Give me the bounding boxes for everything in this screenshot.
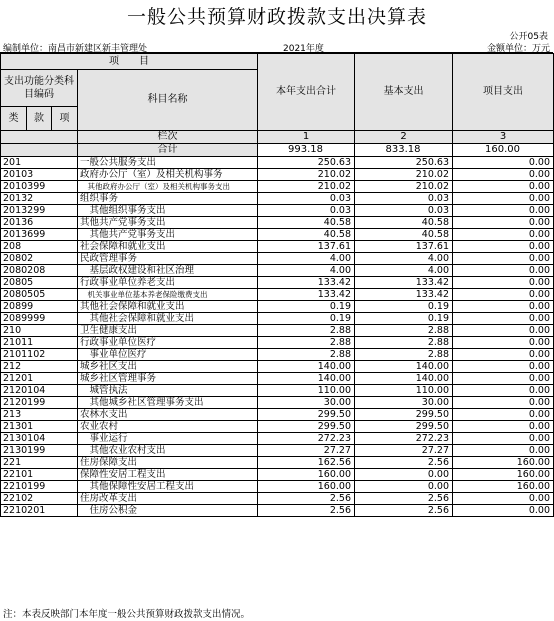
subject-name: 其他共产党事务支出 <box>78 229 258 241</box>
subject-name: 住房改革支出 <box>78 493 258 505</box>
basic-amount: 2.56 <box>355 457 453 469</box>
basic-amount: 140.00 <box>355 361 453 373</box>
function-code: 212 <box>1 361 78 373</box>
basic-amount: 0.03 <box>355 193 453 205</box>
basic-amount: 4.00 <box>355 265 453 277</box>
total-amount: 133.42 <box>258 289 355 301</box>
function-code: 2089999 <box>1 313 78 325</box>
total-amount: 2.56 <box>258 505 355 517</box>
total-amount: 272.23 <box>258 433 355 445</box>
form-number: 公开05表 <box>509 32 548 42</box>
function-code: 2130104 <box>1 433 78 445</box>
subject-name: 其他农业农村支出 <box>78 445 258 457</box>
project-amount: 0.00 <box>453 229 554 241</box>
total-amount: 0.03 <box>258 193 355 205</box>
subject-name: 一般公共服务支出 <box>78 157 258 169</box>
function-code: 21301 <box>1 421 78 433</box>
row-number-label: 栏次 <box>78 131 258 144</box>
project-amount: 0.00 <box>453 313 554 325</box>
table-row <box>1 457 554 469</box>
subject-name: 住房保障支出 <box>78 457 258 469</box>
basic-amount: 0.19 <box>355 301 453 313</box>
table-row <box>1 265 554 277</box>
lei-header: 类 <box>1 107 27 131</box>
subject-name: 基层政权建设和社区治理 <box>78 265 258 277</box>
project-amount: 0.00 <box>453 301 554 313</box>
project-amount: 0.00 <box>453 373 554 385</box>
total-amount: 40.58 <box>258 217 355 229</box>
basic-amount: 40.58 <box>355 229 453 241</box>
total-amount: 137.61 <box>258 241 355 253</box>
function-code: 2210199 <box>1 481 78 493</box>
subject-name: 其他组织事务支出 <box>78 205 258 217</box>
table-row <box>1 361 554 373</box>
basic-amount: 250.63 <box>355 157 453 169</box>
subject-name: 政府办公厅（室）及相关机构事务 <box>78 169 258 181</box>
basic-amount: 272.23 <box>355 433 453 445</box>
basic-amount: 2.88 <box>355 337 453 349</box>
function-code: 2010399 <box>1 181 78 193</box>
basic-amount: 110.00 <box>355 385 453 397</box>
table-row <box>1 397 554 409</box>
project-amount: 0.00 <box>453 493 554 505</box>
kuan-header: 款 <box>27 107 52 131</box>
project-amount: 0.00 <box>453 181 554 193</box>
function-code: 213 <box>1 409 78 421</box>
subject-name: 事业运行 <box>78 433 258 445</box>
project-amount: 160.00 <box>453 469 554 481</box>
total-amount: 2.88 <box>258 349 355 361</box>
subject-name: 组织事务 <box>78 193 258 205</box>
table-row <box>1 337 554 349</box>
table-row <box>1 325 554 337</box>
table-row <box>1 157 554 169</box>
total-amount: 2.56 <box>258 493 355 505</box>
function-code: 22101 <box>1 469 78 481</box>
basic-amount: 30.00 <box>355 397 453 409</box>
table-row <box>1 169 554 181</box>
function-code: 20136 <box>1 217 78 229</box>
project-amount: 0.00 <box>453 265 554 277</box>
basic-amount: 4.00 <box>355 253 453 265</box>
subject-name: 事业单位医疗 <box>78 349 258 361</box>
table-row <box>1 505 554 517</box>
function-code: 20899 <box>1 301 78 313</box>
table-row <box>1 373 554 385</box>
col-2-number: 2 <box>355 131 453 144</box>
project-amount: 0.00 <box>453 397 554 409</box>
project-amount: 0.00 <box>453 253 554 265</box>
project-amount: 160.00 <box>453 481 554 493</box>
total-amount: 140.00 <box>258 373 355 385</box>
grand-basic: 833.18 <box>355 144 453 157</box>
function-code: 20103 <box>1 169 78 181</box>
total-amount: 250.63 <box>258 157 355 169</box>
project-amount: 0.00 <box>453 205 554 217</box>
xiang-header: 项 <box>52 107 78 131</box>
grand-total: 993.18 <box>258 144 355 157</box>
total-amount: 299.50 <box>258 409 355 421</box>
basic-amount: 210.02 <box>355 169 453 181</box>
function-code: 21201 <box>1 373 78 385</box>
function-code: 208 <box>1 241 78 253</box>
table-row <box>1 289 554 301</box>
basic-amount: 2.56 <box>355 505 453 517</box>
subject-name: 民政管理事务 <box>78 253 258 265</box>
basic-amount: 2.88 <box>355 349 453 361</box>
basic-amount: 299.50 <box>355 421 453 433</box>
total-amount: 30.00 <box>258 397 355 409</box>
project-amount: 0.00 <box>453 409 554 421</box>
blank-header-cell <box>1 131 78 144</box>
project-amount: 0.00 <box>453 337 554 349</box>
subject-name: 农林水支出 <box>78 409 258 421</box>
function-code: 2210201 <box>1 505 78 517</box>
function-code: 2120199 <box>1 397 78 409</box>
project-amount: 0.00 <box>453 193 554 205</box>
subject-name: 其他城乡社区管理事务支出 <box>78 397 258 409</box>
basic-amount: 140.00 <box>355 373 453 385</box>
subject-name: 保障性安居工程支出 <box>78 469 258 481</box>
total-amount: 27.27 <box>258 445 355 457</box>
subject-name: 其他保障性安居工程支出 <box>78 481 258 493</box>
total-amount: 299.50 <box>258 421 355 433</box>
subject-name-header: 科目名称 <box>78 70 258 131</box>
table-row <box>1 481 554 493</box>
subject-name: 其他社会保障和就业支出 <box>78 301 258 313</box>
project-amount: 0.00 <box>453 241 554 253</box>
project-amount: 0.00 <box>453 169 554 181</box>
function-code: 20132 <box>1 193 78 205</box>
func-code-header: 支出功能分类科目编码 <box>1 70 78 107</box>
basic-column-header: 基本支出 <box>355 54 453 131</box>
subject-name: 行政事业单位医疗 <box>78 337 258 349</box>
table-row <box>1 181 554 193</box>
function-code: 20802 <box>1 253 78 265</box>
basic-amount: 133.42 <box>355 289 453 301</box>
function-code: 2080208 <box>1 265 78 277</box>
subject-name: 机关事业单位基本养老保险缴费支出 <box>78 289 258 301</box>
basic-amount: 2.56 <box>355 493 453 505</box>
col-1-number: 1 <box>258 131 355 144</box>
table-row <box>1 241 554 253</box>
basic-amount: 137.61 <box>355 241 453 253</box>
table-row <box>1 193 554 205</box>
function-code: 2013699 <box>1 229 78 241</box>
project-amount: 160.00 <box>453 457 554 469</box>
project-amount: 0.00 <box>453 385 554 397</box>
project-amount: 0.00 <box>453 217 554 229</box>
function-code: 20805 <box>1 277 78 289</box>
total-row-label: 合计 <box>78 144 258 157</box>
basic-amount: 299.50 <box>355 409 453 421</box>
table-row <box>1 445 554 457</box>
subject-name: 城管执法 <box>78 385 258 397</box>
compiling-unit: 编制单位：南昌市新建区新丰管理处 <box>3 44 148 54</box>
function-code: 2130199 <box>1 445 78 457</box>
basic-amount: 133.42 <box>355 277 453 289</box>
project-amount: 0.00 <box>453 361 554 373</box>
subject-name: 其他社会保障和就业支出 <box>78 313 258 325</box>
footer-note: 注：本表反映部门本年度一般公共预算财政拨款支出情况。 <box>3 609 251 620</box>
total-amount: 2.88 <box>258 337 355 349</box>
project-column-header: 项目支出 <box>453 54 554 131</box>
subject-name: 行政事业单位养老支出 <box>78 277 258 289</box>
function-code: 221 <box>1 457 78 469</box>
project-amount: 0.00 <box>453 325 554 337</box>
col-3-number: 3 <box>453 131 554 144</box>
basic-amount: 0.19 <box>355 313 453 325</box>
table-row <box>1 433 554 445</box>
function-code: 2013299 <box>1 205 78 217</box>
subject-name: 其他政府办公厅（室）及相关机构事务支出 <box>78 181 258 193</box>
project-amount: 0.00 <box>453 421 554 433</box>
basic-amount: 210.02 <box>355 181 453 193</box>
project-amount: 0.00 <box>453 277 554 289</box>
project-amount: 0.00 <box>453 289 554 301</box>
basic-amount: 2.88 <box>355 325 453 337</box>
basic-amount: 0.00 <box>355 469 453 481</box>
item-header: 项 目 <box>1 54 258 70</box>
function-code: 210 <box>1 325 78 337</box>
total-amount: 4.00 <box>258 253 355 265</box>
amount-unit: 金额单位：万元 <box>486 44 550 54</box>
subject-name: 住房公积金 <box>78 505 258 517</box>
total-column-header: 本年支出合计 <box>258 54 355 131</box>
total-amount: 110.00 <box>258 385 355 397</box>
expenditure-table <box>0 53 554 517</box>
total-amount: 0.19 <box>258 301 355 313</box>
subject-name: 城乡社区管理事务 <box>78 373 258 385</box>
table-row <box>1 277 554 289</box>
basic-amount: 40.58 <box>355 217 453 229</box>
total-amount: 0.19 <box>258 313 355 325</box>
table-row <box>1 205 554 217</box>
total-amount: 133.42 <box>258 277 355 289</box>
total-amount: 210.02 <box>258 181 355 193</box>
table-row <box>1 229 554 241</box>
function-code: 2080505 <box>1 289 78 301</box>
fiscal-year: 2021年度 <box>283 44 324 54</box>
function-code: 21011 <box>1 337 78 349</box>
table-row <box>1 349 554 361</box>
subject-name: 农业农村 <box>78 421 258 433</box>
basic-amount: 27.27 <box>355 445 453 457</box>
total-amount: 210.02 <box>258 169 355 181</box>
total-amount: 2.88 <box>258 325 355 337</box>
project-amount: 0.00 <box>453 433 554 445</box>
basic-amount: 0.03 <box>355 205 453 217</box>
table-row <box>1 385 554 397</box>
total-amount: 160.00 <box>258 481 355 493</box>
table-row <box>1 217 554 229</box>
project-amount: 0.00 <box>453 349 554 361</box>
function-code: 2101102 <box>1 349 78 361</box>
project-amount: 0.00 <box>453 157 554 169</box>
table-row <box>1 301 554 313</box>
total-amount: 162.56 <box>258 457 355 469</box>
table-row <box>1 409 554 421</box>
basic-amount: 0.00 <box>355 481 453 493</box>
function-code: 201 <box>1 157 78 169</box>
table-row <box>1 313 554 325</box>
subject-name: 卫生健康支出 <box>78 325 258 337</box>
report-title: 一般公共预算财政拨款支出决算表 <box>126 6 427 28</box>
blank-total-cell <box>1 144 78 157</box>
table-row <box>1 493 554 505</box>
function-code: 22102 <box>1 493 78 505</box>
total-amount: 140.00 <box>258 361 355 373</box>
project-amount: 0.00 <box>453 445 554 457</box>
subject-name: 社会保障和就业支出 <box>78 241 258 253</box>
total-amount: 0.03 <box>258 205 355 217</box>
total-amount: 4.00 <box>258 265 355 277</box>
function-code: 2120104 <box>1 385 78 397</box>
total-amount: 160.00 <box>258 469 355 481</box>
table-row <box>1 421 554 433</box>
grand-project: 160.00 <box>453 144 554 157</box>
table-row <box>1 469 554 481</box>
subject-name: 其他共产党事务支出 <box>78 217 258 229</box>
subject-name: 城乡社区支出 <box>78 361 258 373</box>
table-row <box>1 253 554 265</box>
project-amount: 0.00 <box>453 505 554 517</box>
total-amount: 40.58 <box>258 229 355 241</box>
